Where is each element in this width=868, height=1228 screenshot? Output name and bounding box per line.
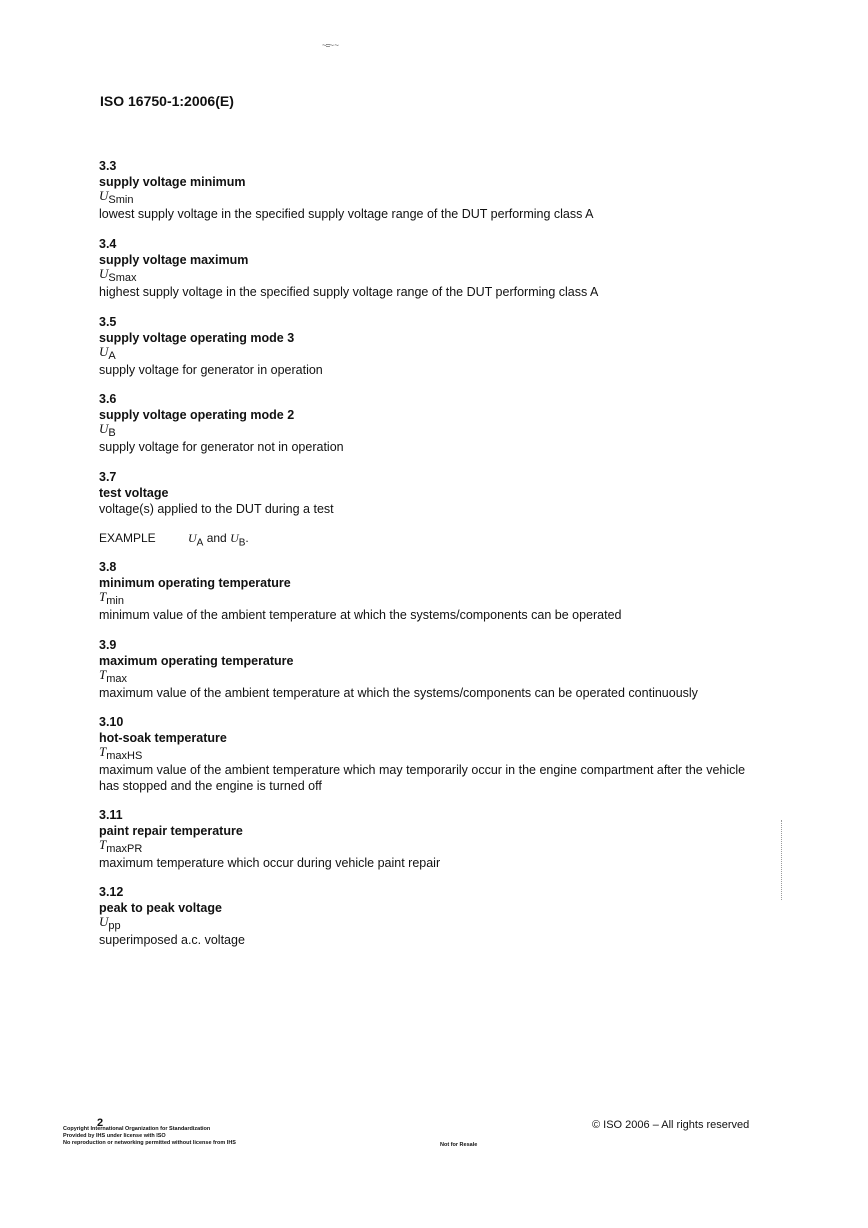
- symbol: $U_A$: [99, 344, 116, 362]
- definition-3-5: [99, 314, 759, 378]
- term-definition: maximum temperature which occur during vehicle paint repair: [99, 856, 441, 870]
- symbol: $U_{Smin}$: [99, 188, 134, 206]
- scan-margin-dots: [781, 820, 786, 900]
- clause-number: 3.12: [99, 885, 124, 899]
- definition-3-7: [99, 469, 759, 517]
- document-id-header: ISO 16750-1:2006(E): [100, 93, 234, 109]
- clause-number: 3.11: [99, 808, 123, 822]
- term-title: test voltage: [99, 486, 169, 500]
- term-title: maximum operating temperature: [99, 654, 294, 668]
- definition-3-12: [99, 884, 759, 948]
- clause-number: 3.3: [99, 159, 117, 173]
- definition-3-11: [99, 807, 759, 871]
- symbol: $T_{maxPR}$: [99, 837, 143, 855]
- symbol: $U_{pp}$: [99, 914, 121, 932]
- definition-3-6: [99, 391, 759, 455]
- term-definition: lowest supply voltage in the specified supply voltage range of the DUT performing class A: [99, 207, 594, 221]
- example-label: EXAMPLE: [99, 531, 156, 545]
- copyright-notice: © ISO 2006 – All rights reserved: [592, 1119, 750, 1131]
- term-definition: highest supply voltage in the specified supply voltage range of the DUT performing class A: [99, 285, 599, 299]
- page-number: 2: [97, 1117, 104, 1129]
- example-note: EXAMPLE $U_A$ and $U_B$.: [99, 531, 249, 549]
- term-title: supply voltage operating mode 2: [99, 408, 295, 422]
- term-definition: supply voltage for generator in operation: [99, 363, 323, 377]
- term-definition: maximum value of the ambient temperature at which the systems/components can be operated continuously: [99, 686, 698, 700]
- term-definition: voltage(s) applied to the DUT during a test: [99, 502, 334, 516]
- definition-3-3: [99, 158, 759, 222]
- term-title: minimum operating temperature: [99, 576, 291, 590]
- term-title: hot-soak temperature: [99, 731, 227, 745]
- term-title: supply voltage operating mode 3: [99, 331, 295, 345]
- term-definition: minimum value of the ambient temperature at which the systems/components can be operated: [99, 608, 622, 622]
- license-footer: Copyright International Organization for Standardization Provided by IHS under license with ISO No reproduction or networking permitted without license from IHS: [63, 1126, 236, 1146]
- clause-number: 3.10: [99, 715, 124, 729]
- term-definition: maximum value of the ambient temperature which may temporarily occur in the engine compartment after the vehicle has stopped and the engine is turned off: [99, 763, 746, 793]
- definition-3-9: [99, 637, 759, 701]
- symbol: $T_{max}$: [99, 667, 128, 685]
- symbol: $U_{Smax}$: [99, 266, 137, 284]
- clause-number: 3.6: [99, 392, 117, 406]
- definition-3-8: [99, 559, 759, 623]
- symbol: $T_{maxHS}$: [99, 744, 143, 762]
- term-title: supply voltage maximum: [99, 253, 249, 267]
- term-definition: superimposed a.c. voltage: [99, 933, 245, 947]
- clause-number: 3.7: [99, 470, 117, 484]
- clause-number: 3.5: [99, 315, 117, 329]
- definition-3-10: [99, 714, 759, 794]
- term-title: supply voltage minimum: [99, 175, 246, 189]
- scan-artifact-mark: ~=~ ~: [322, 41, 338, 50]
- clause-number: 3.9: [99, 638, 117, 652]
- resale-notice: Not for Resale: [440, 1142, 478, 1148]
- term-definition: supply voltage for generator not in operation: [99, 440, 344, 454]
- clause-number: 3.8: [99, 560, 117, 574]
- clause-number: 3.4: [99, 237, 117, 251]
- symbol: $U_B$: [99, 421, 116, 439]
- definition-3-4: [99, 236, 759, 300]
- term-title: paint repair temperature: [99, 824, 243, 838]
- term-title: peak to peak voltage: [99, 901, 222, 915]
- symbol: $T_{min}$: [99, 589, 124, 607]
